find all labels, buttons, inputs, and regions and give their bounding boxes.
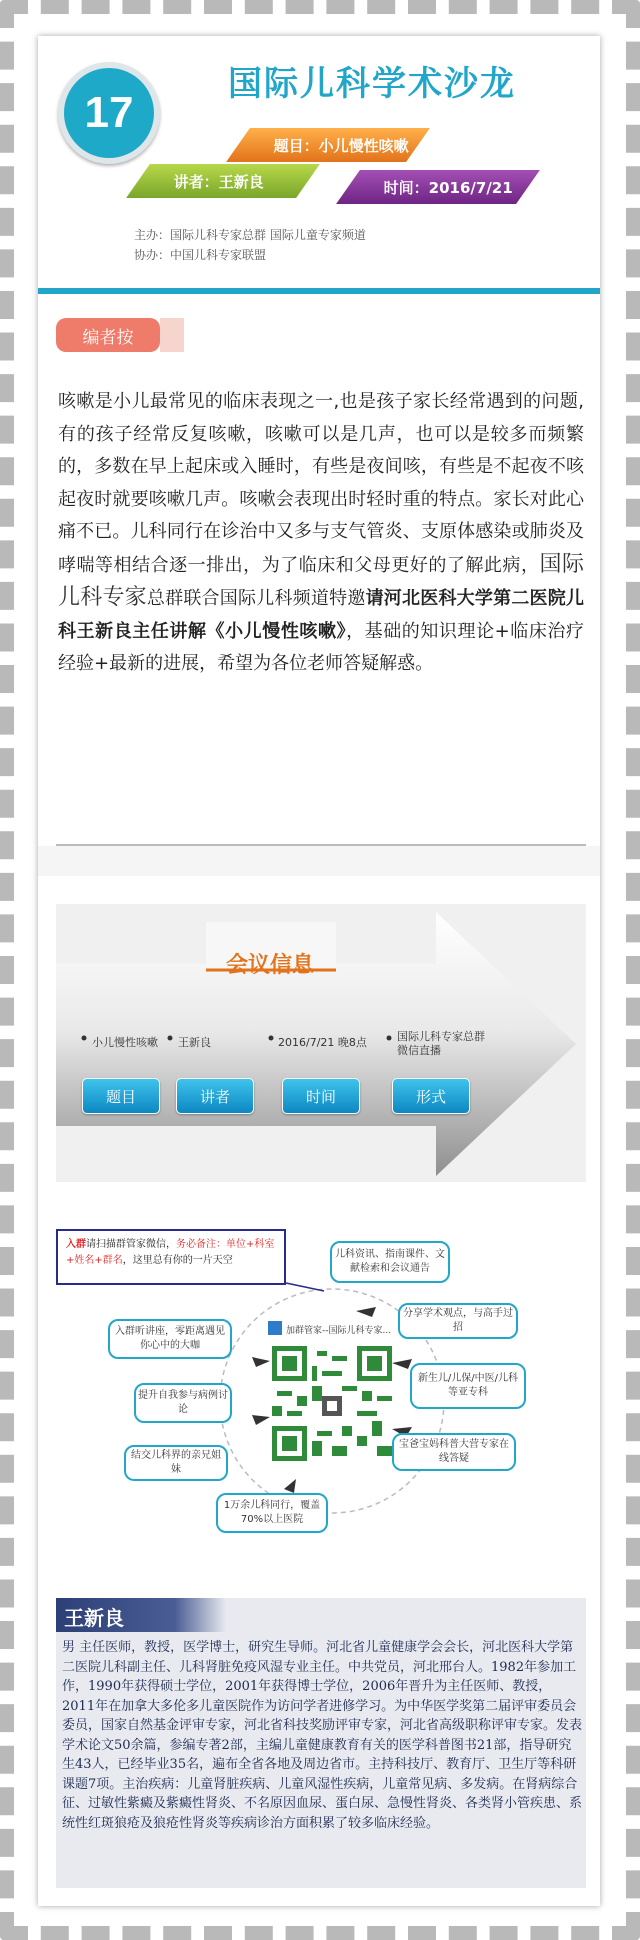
bullet-icon (387, 1036, 392, 1041)
bio-name: 王新良 (56, 1598, 226, 1632)
join-instructions-box (56, 1229, 286, 1285)
article-card (38, 36, 600, 1906)
bubble-discussion: 提升自我参与病例讨论 (134, 1383, 232, 1423)
bullet-icon (269, 1036, 274, 1041)
time-banner (336, 170, 540, 204)
note-line1: 请扫描群管家微信， (86, 1239, 176, 1250)
bubble-subspecialty: 新生儿/儿保/中医/儿科等亚专科 (410, 1363, 526, 1409)
qr-caption: 加群管家--国际儿科专家... (286, 1326, 392, 1336)
host-text: 主办：国际儿科专家总群 国际儿童专家频道 (134, 228, 366, 242)
note-required: 务必备注：单位+科室+姓名+群名 (66, 1239, 275, 1266)
bubble-lectures: 入群听讲座，零距离遇见你心中的大咖 (108, 1319, 232, 1359)
issue-number-badge: 17 (58, 62, 160, 164)
tag-topic: 题目 (82, 1078, 160, 1114)
wechat-logo-icon (268, 1321, 282, 1335)
meeting-info-panel (56, 904, 586, 1182)
qr-code-icon[interactable] (272, 1346, 392, 1461)
bubble-parents: 宝爸宝妈科普大营专家在线答疑 (392, 1433, 516, 1471)
bubble-resources: 儿科资讯、指南课件、文献检索和会议通告 (330, 1241, 450, 1283)
intro-part2: 国际儿科专家 (58, 551, 584, 610)
time-label: 时间：2016/7/21 (384, 178, 514, 197)
speaker-bio (56, 1598, 586, 1888)
qr-join-diagram (56, 1211, 586, 1586)
meeting-item-time: 2016/7/21 晚8点 (278, 1036, 367, 1049)
intro-part1: 咳嗽是小儿最常见的临床表现之一,也是孩子家长经常遇到的问题,有的孩子经常反复咳嗽，咳嗽可以是几声，也可以是较多而频繁的，多数在早上起床或入睡时，有些是夜间咳，有些是不起夜不咳起夜时就要咳嗽几声。咳嗽会表现出时轻时重的特点。家长对此心痛不已。儿科同行在诊治中又多与支气管炎、支原体感染或肺炎及哮喘等相结合逐一排出，为了临床和父母更好的了解此病， (58, 391, 584, 576)
bullet-icon (82, 1036, 87, 1041)
speaker-banner (126, 164, 320, 198)
intro-paragraph (58, 386, 584, 681)
bullet-icon (168, 1036, 173, 1041)
bubble-share: 分享学术观点，与高手过招 (398, 1303, 518, 1339)
event-header (38, 36, 600, 288)
editor-note-tab: 编者按 (56, 318, 160, 352)
note-line2: ，这里总有你的一片天空 (122, 1255, 233, 1266)
arrow-icon (284, 1479, 296, 1493)
intro-part4: 请河北医科大学第二医院儿科王新良主任讲解《小儿慢性咳嗽》 (58, 588, 584, 642)
meeting-info-title: 会议信息 (226, 953, 315, 978)
meeting-item-format: 国际儿科专家总群微信直播 (397, 1030, 485, 1057)
tag-time: 时间 (282, 1078, 360, 1114)
bubble-members: 1万余儿科同行，覆盖70%以上医院 (216, 1493, 328, 1533)
speaker-label: 讲者：王新良 (174, 172, 265, 191)
header-divider (38, 288, 600, 294)
intro-part3: 总群联合国际儿科频道特邀 (146, 588, 366, 609)
arrow-icon (252, 1357, 270, 1367)
arrow-icon (392, 1359, 412, 1369)
topic-label: 题目：小儿慢性咳嗽 (274, 136, 410, 155)
topic-banner (226, 128, 430, 162)
bio-text: 男 主任医师，教授，医学博士，研究生导师。河北省儿童健康学会会长，河北医科大学第二医院儿科副主任、儿科肾脏免疫风湿专业主任。中共党员，河北邢台人。1982年参加工作，1990年获得硕士学位，2001年获得博士学位，2006年晋升为主任医师、教授，2011年在加拿大多伦多儿童医院作为访问学者进修学习。为中华医学奖第二届评审委员会委员，国家自然基金评审专家，河北省科技奖励评审专家，河北省高级职称评审专家。发表学术论文50余篇，参编专著2部，主编儿童健康教育有关的医学科普图书21部，指导研究生43人，已经毕业35名，遍布全省各地及周边省市。主持科技厅、教育厅、卫生厅等科研课题7项。主治疾病：儿童肾脏疾病、儿童风湿性疾病，儿童常见病、多发病。在肾病综合征、过敏性紫癜及紫癜性肾炎、不名原因血尿、蛋白尿、急慢性肾炎、各类肾小管疾患、系统性红斑狼疮及狼疮性肾炎等疾病诊治方面积累了较多临床经验。 (62, 1640, 583, 1831)
arrow-icon (356, 1307, 376, 1317)
arrow-icon (252, 1415, 270, 1425)
intro-part5: ，基础的知识理论+临床治疗经验+最新的进展，希望为各位老师答疑解惑。 (58, 620, 584, 674)
bubble-friends: 结交儿科界的亲兄姐妹 (124, 1445, 228, 1481)
meeting-item-topic: 小儿慢性咳嗽 (92, 1036, 158, 1049)
tag-format: 形式 (392, 1078, 470, 1114)
event-title: 国际儿科学术沙龙 (228, 64, 516, 104)
meeting-item-speaker: 王新良 (178, 1036, 211, 1049)
section-gap (38, 846, 600, 876)
note-prefix: 入群 (66, 1239, 86, 1250)
cohost-text: 协办：中国儿科专家联盟 (134, 248, 267, 262)
tag-speaker: 讲者 (176, 1078, 254, 1114)
